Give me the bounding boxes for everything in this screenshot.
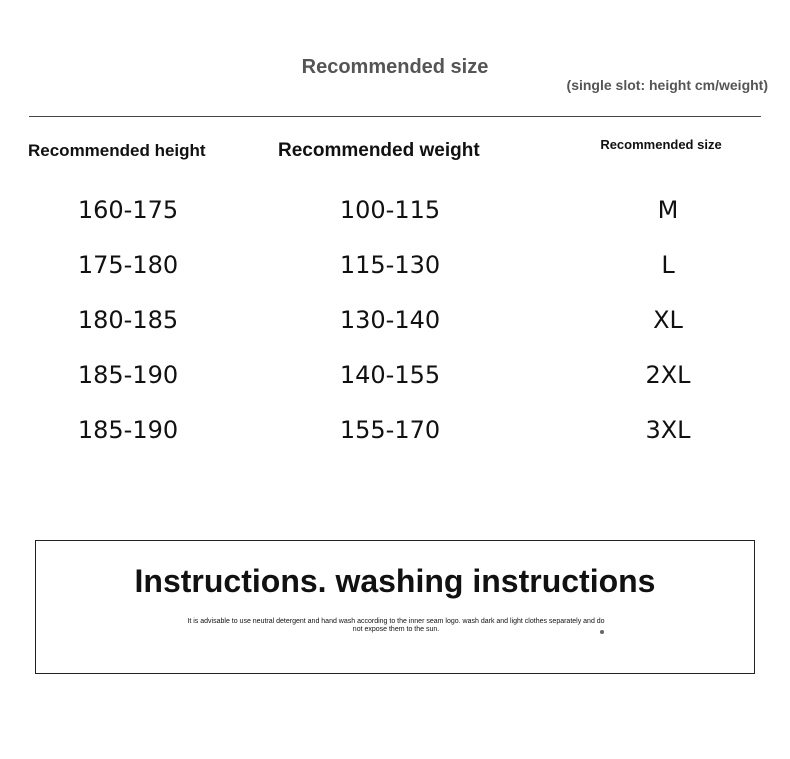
cell-height: 185-190 xyxy=(77,361,179,389)
cell-size: XL xyxy=(653,306,683,334)
page-title: Recommended size xyxy=(301,56,489,78)
cell-size: L xyxy=(661,251,675,279)
washing-instructions-text: It is advisable to use neutral detergent and hand wash according to the inner seam logo. wash dark and light clothes separately and do not expose them to the sun. xyxy=(187,618,605,633)
cell-weight: 140-155 xyxy=(339,361,441,389)
dot-mark xyxy=(600,630,604,634)
washing-instructions-box xyxy=(35,540,755,674)
washing-instructions-title: Instructions. washing instructions xyxy=(134,563,656,599)
cell-height: 180-185 xyxy=(77,306,179,334)
column-header-weight: Recommended weight xyxy=(278,140,480,161)
cell-height: 185-190 xyxy=(77,416,179,444)
cell-weight: 155-170 xyxy=(339,416,441,444)
cell-size: 3XL xyxy=(645,416,691,444)
page-subtitle: (single slot: height cm/weight) xyxy=(566,77,768,93)
cell-weight: 100-115 xyxy=(339,196,441,224)
cell-weight: 130-140 xyxy=(339,306,441,334)
column-header-height: Recommended height xyxy=(28,141,206,160)
cell-height: 175-180 xyxy=(77,251,179,279)
cell-size: 2XL xyxy=(645,361,691,389)
divider xyxy=(29,116,761,117)
cell-size: M xyxy=(657,196,679,224)
column-header-size: Recommended size xyxy=(600,137,722,152)
cell-weight: 115-130 xyxy=(339,251,441,279)
cell-height: 160-175 xyxy=(77,196,179,224)
